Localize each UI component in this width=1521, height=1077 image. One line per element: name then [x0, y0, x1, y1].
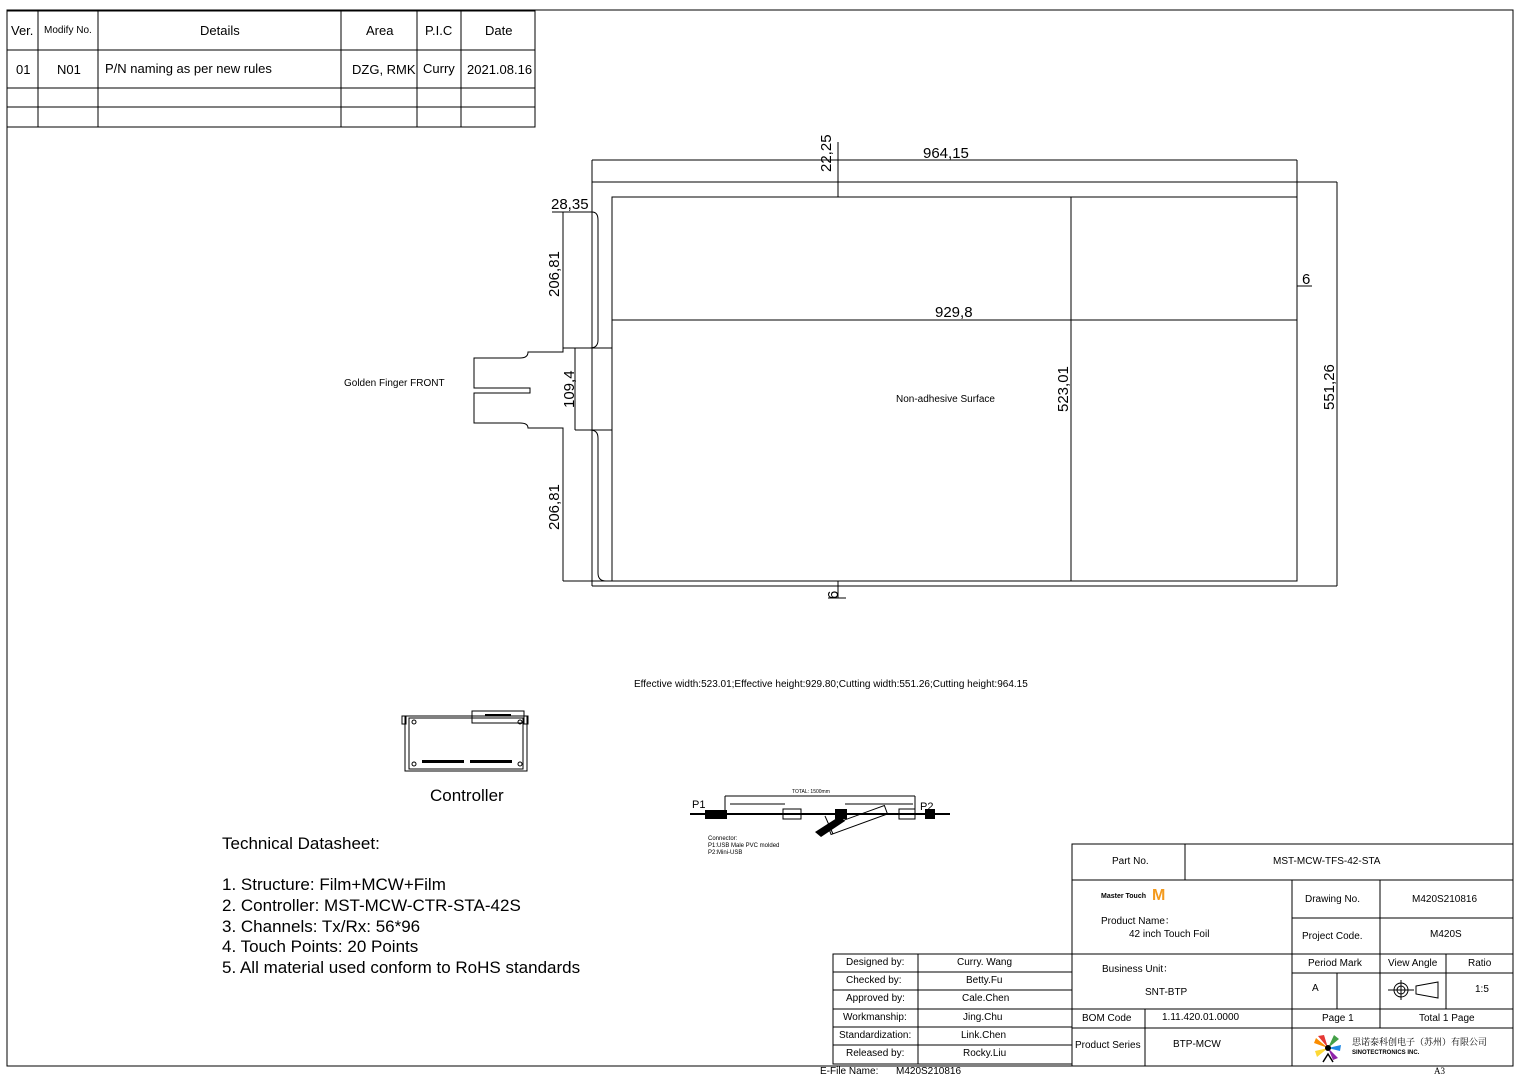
signoff-label-standardization: Standardization:	[839, 1030, 912, 1041]
brand-text: Master Touch	[1101, 893, 1146, 900]
signoff-label-workmanship: Workmanship:	[843, 1012, 907, 1023]
project-code-label: Project Code.	[1302, 931, 1363, 942]
signoff-value-approved: Cale.Chen	[962, 993, 1010, 1004]
connector-title: Connector:	[708, 836, 738, 842]
company-cn-name: 思诺泰科创电子（苏州）有限公司	[1352, 1038, 1488, 1048]
effective-summary: Effective width:523.01;Effective height:929.80;Cutting width:551.26;Cutting height:964.15	[634, 679, 1028, 690]
rev-header-pic: P.I.C	[425, 23, 453, 38]
signoff-value-workmanship: Jing.Chu	[963, 1012, 1003, 1023]
signoff-value-checked: Betty.Fu	[966, 975, 1003, 986]
project-code-value: M420S	[1430, 929, 1462, 940]
connector-p1: P1:USB Male PVC molded	[708, 843, 780, 849]
dim-left-margin: 28,35	[551, 196, 589, 213]
bom-code-label: BOM Code	[1082, 1013, 1132, 1024]
dim-cut-height: 964,15	[923, 145, 969, 162]
page-label: Page 1	[1322, 1013, 1354, 1024]
ratio-value: 1:5	[1475, 984, 1489, 995]
view-angle-label: View Angle	[1388, 958, 1438, 969]
cable-p2-label: P2	[920, 801, 934, 813]
rev-row-details: P/N naming as per new rules	[105, 61, 272, 76]
connector-p2: P2:Mini-USB	[708, 850, 743, 856]
dim-bottom-margin: 6	[825, 590, 842, 599]
drawing-no-label: Drawing No.	[1305, 894, 1361, 905]
business-unit-label: Business Unit：	[1102, 964, 1174, 975]
company-en-name: SINOTECTRONICS INC.	[1352, 1050, 1420, 1056]
datasheet-item-structure: 1. Structure: Film+MCW+Film	[222, 875, 446, 894]
total-pages-label: Total 1 Page	[1419, 1013, 1475, 1024]
rev-header-modify: Modify No.	[44, 25, 92, 36]
rev-header-ver: Ver.	[11, 23, 34, 38]
cable-p1-label: P1	[692, 799, 706, 811]
signoff-value-standardization: Link.Chen	[961, 1030, 1007, 1041]
signoff-label-released: Released by:	[846, 1048, 905, 1059]
sheet-size: A3	[1434, 1066, 1445, 1076]
sinotectronics-logo-icon	[1312, 1032, 1344, 1064]
rev-header-date: Date	[485, 23, 513, 38]
dim-effective-height: 929,8	[935, 304, 973, 321]
dim-upper-segment: 206,81	[546, 251, 563, 297]
signoff-label-checked: Checked by:	[846, 975, 902, 986]
datasheet-item-touch-points: 4. Touch Points: 20 Points	[222, 937, 419, 956]
datasheet-title: Technical Datasheet:	[222, 834, 380, 853]
efile-value: M420S210816	[896, 1066, 962, 1077]
signoff-label-approved: Approved by:	[846, 993, 905, 1004]
rev-row-modify: N01	[57, 62, 81, 77]
controller-label: Controller	[430, 786, 504, 805]
cable-total-length: TOTAL: 1500mm	[792, 789, 830, 795]
signoff-value-designed: Curry. Wang	[957, 957, 1013, 968]
bom-code-value: 1.11.420.01.0000	[1162, 1012, 1240, 1023]
datasheet-item-channels: 3. Channels: Tx/Rx: 56*96	[222, 917, 421, 936]
ratio-label: Ratio	[1468, 958, 1492, 969]
period-mark-value: A	[1312, 983, 1319, 994]
rev-row-pic: Curry	[423, 61, 455, 76]
drawing-no-value: M420S210816	[1412, 894, 1478, 905]
business-unit-value: SNT-BTP	[1145, 987, 1188, 998]
surface-label: Non-adhesive Surface	[896, 394, 995, 405]
rev-header-details: Details	[200, 23, 240, 38]
projection-angle-icon	[1386, 978, 1442, 1002]
product-name-label: Product Name：	[1101, 916, 1175, 927]
product-series-value: BTP-MCW	[1173, 1039, 1221, 1050]
efile-label: E-File Name:	[820, 1066, 879, 1077]
rev-row-area: DZG, RMK	[352, 62, 416, 77]
golden-finger-label: Golden Finger FRONT	[344, 378, 445, 389]
datasheet-item-controller: 2. Controller: MST-MCW-CTR-STA-42S	[222, 896, 521, 915]
signoff-value-released: Rocky.Liu	[963, 1048, 1007, 1059]
product-series-label: Product Series	[1075, 1040, 1141, 1051]
product-name-value: 42 inch Touch Foil	[1129, 929, 1210, 940]
period-mark-label: Period Mark	[1308, 958, 1362, 969]
datasheet-item-rohs: 5. All material used conform to RoHS standards	[222, 958, 581, 977]
part-no-label: Part No.	[1112, 856, 1149, 867]
dim-right-margin: 6	[1302, 271, 1311, 288]
brand-logo-mark: M	[1152, 887, 1166, 904]
rev-row-date: 2021.08.16	[467, 62, 533, 77]
part-no-value: MST-MCW-TFS-42-STA	[1273, 856, 1381, 867]
dim-connector-width: 109,4	[561, 370, 578, 408]
dim-cut-width: 551,26	[1321, 364, 1338, 410]
dim-effective-width: 523,01	[1055, 366, 1072, 412]
rev-row-ver: 01	[16, 62, 31, 77]
dim-top-margin: 22,25	[818, 134, 835, 172]
rev-header-area: Area	[366, 23, 394, 38]
signoff-label-designed: Designed by:	[846, 957, 905, 968]
dim-lower-segment: 206,81	[546, 484, 563, 530]
